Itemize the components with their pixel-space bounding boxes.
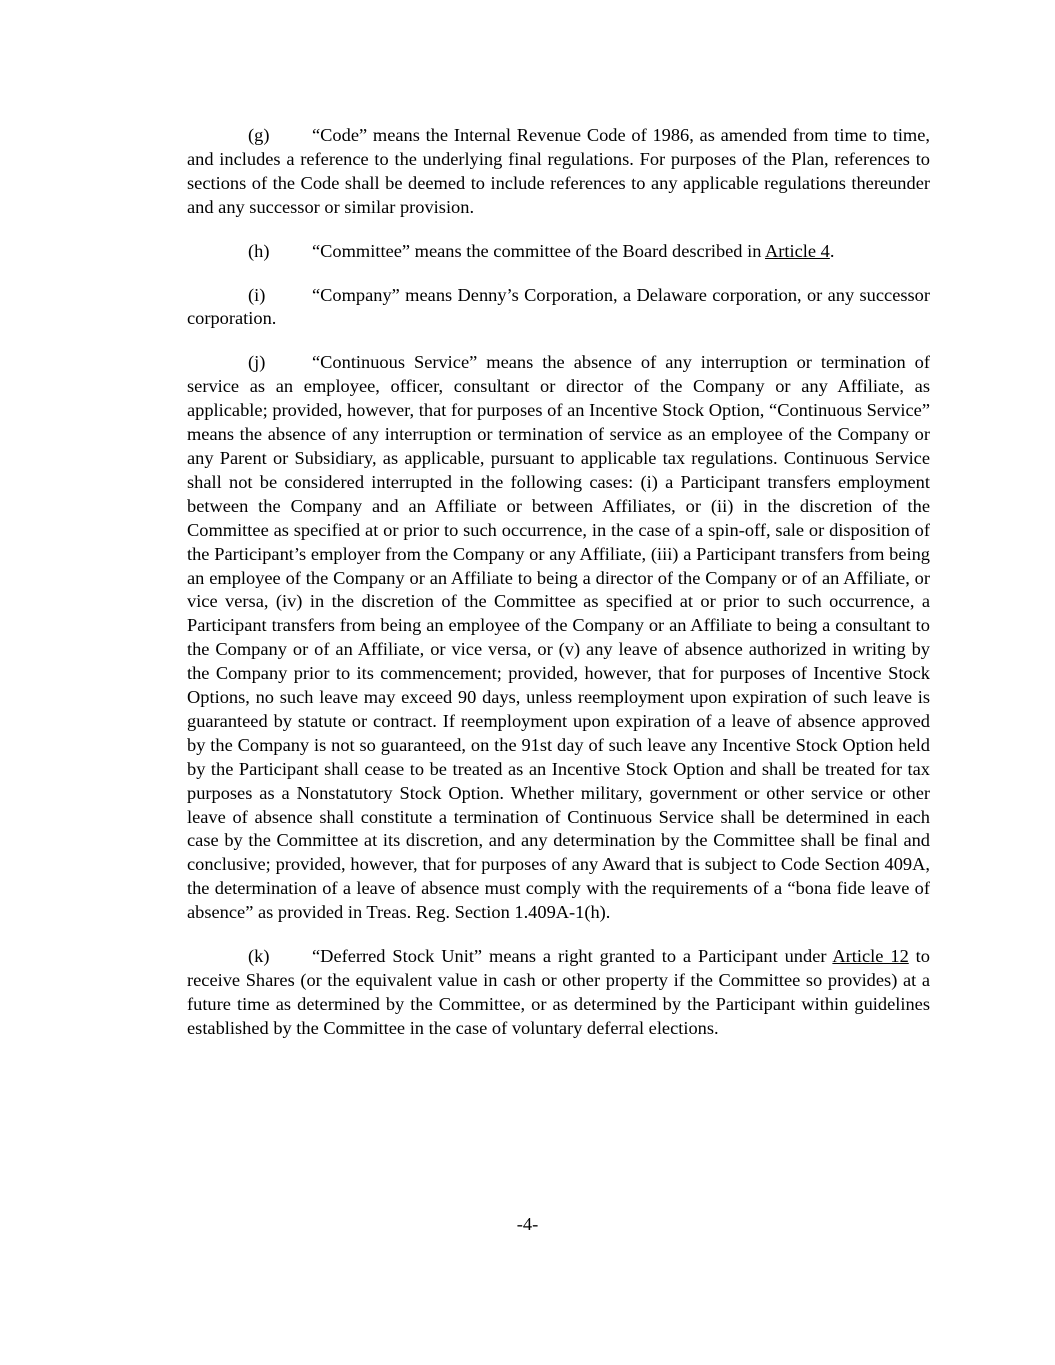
definition-text: “Company” means Denny’s Corporation, a Delaware corporation, or any successor corporation. [187, 284, 930, 329]
definition-k [187, 945, 930, 1041]
document-page [187, 124, 930, 1061]
definition-i [187, 284, 930, 332]
article-4-reference: Article 4 [765, 240, 830, 261]
definition-text: “Committee” means the committee of the Board described in [312, 240, 765, 261]
definition-label: (h) [248, 240, 270, 261]
definition-label: (k) [248, 946, 270, 967]
definition-j [187, 351, 930, 925]
definition-label: (i) [248, 284, 266, 305]
page-number: -4- [516, 1214, 539, 1234]
definition-label: (j) [248, 352, 266, 373]
definition-text-end: to receive Shares (or the equivalent value in cash or other property if the Committee so provides) at a future time as determined by the Committee, or as determined by the Participant within guidelines established by the Committee in the case of voluntary deferral elections. [187, 946, 930, 1038]
definition-g [187, 124, 930, 220]
definition-label: (g) [248, 125, 270, 145]
definition-text-end: . [829, 240, 835, 261]
definition-text: “Continuous Service” means the absence of any interruption or termination of service as an employee, officer, consultant or director of the Company or any Affiliate, as applicable; provided, however, that for purposes of an Incentive Stock Option, “Continuous Service” means the absence of any interruption or termination of service as an employee of the Company or any Parent or Subsidiary, as applicable, pursuant to applicable tax regulations. Continuous Service shall not be considered interrupted in the following cases: (i) a Participant transfers employment between the Company and an Affiliate or between Affiliates, or (ii) in the discretion of the Committee as specified at or prior to such occurrence, in the case of a spin-off, sale or disposition of the Participant’s employer from the Company or any Affiliate, (iii) a Participant transfers from being an employee of the Company or an Affiliate to being a director of the Company or of an Affiliate, or vice versa, (iv) in the discretion of the Committee as specified at or prior to such occurrence, a Participant transfers from being an employee of the Company or an Affiliate to being a consultant to the Company or of an Affiliate, or vice versa, or (v) any leave of absence authorized in writing by the Company prior to its commencement; provided, however, that for purposes of Incentive Stock Options, no such leave may exceed 90 days, unless reemployment upon expiration of such leave is guaranteed by statute or contract. If reemployment upon expiration of a leave of absence approved by the Company is not so guaranteed, on the 91st day of such leave any Incentive Stock Option held by the Participant shall cease to be treated as an Incentive Stock Option and shall be treated for tax purposes as a Nonstatutory Stock Option. Whether military, government or other service or other leave of absence shall constitute a termination of Continuous Service shall be determined in each case by the Committee at its discretion, and any determination by the Committee shall be final and conclusive; provided, however, that for purposes of any Award that is subject to Code Section 409A, the determination of a leave of absence must comply with the requirements of a “bona fide leave of absence” as provided in Treas. Reg. Section 1.409A-1(h). [187, 352, 930, 923]
definition-h [187, 240, 930, 264]
article-12-reference: Article 12 [832, 946, 909, 967]
definition-text: “Deferred Stock Unit” means a right granted to a Participant under [312, 946, 833, 967]
definition-text: “Code” means the Internal Revenue Code of 1986, as amended from time to time, and includes a reference to the underlying final regulations. For purposes of the Plan, references to sections of the Code shall be deemed to include references to any applicable regulations thereunder and any successor or similar provision. [187, 125, 930, 217]
